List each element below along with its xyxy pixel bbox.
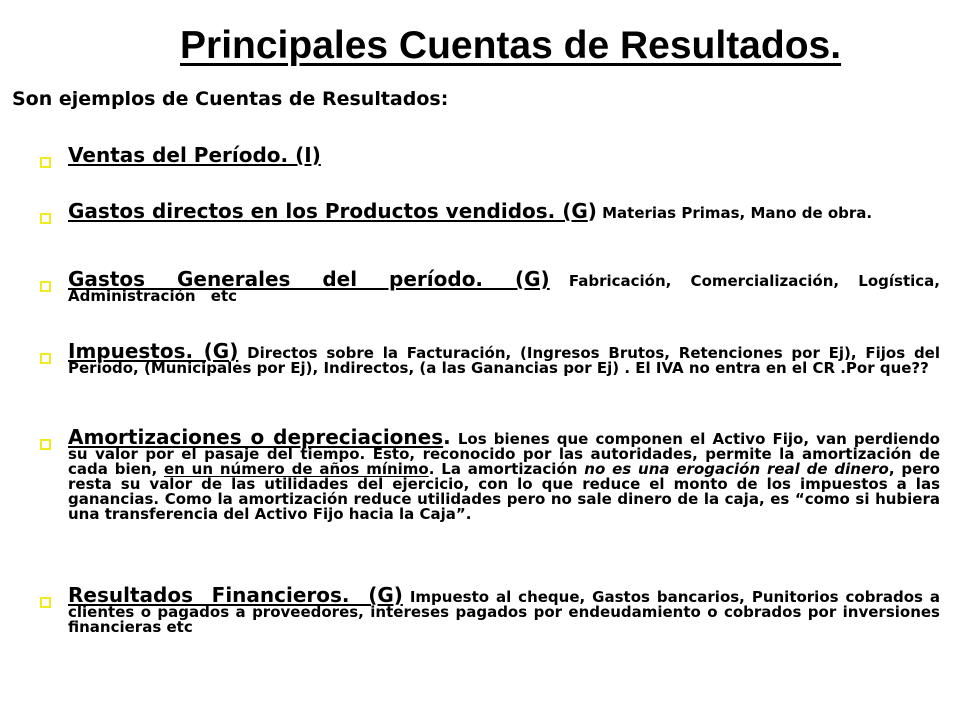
square-bullet-icon: [40, 439, 51, 450]
item-detail-underlined: en un número de años mínimo: [163, 460, 429, 478]
list-item: [30, 143, 940, 167]
item-detail: Los bienes que componen el Activo Fijo, van perdiendo su valor por el pasaje del tiempo. Esto, reconocido por las autoridades, permite la amortización de cada bien,: [68, 430, 940, 478]
slide-subtitle: Son ejemplos de Cuentas de Resultados:: [12, 88, 449, 110]
item-detail: Materias Primas, Mano de obra.: [596, 204, 873, 222]
item-detail: Fabricación, Comercialización, Logística, Administración etc: [68, 272, 940, 305]
square-bullet-icon: [40, 213, 51, 224]
item-heading: Impuestos. (G): [68, 339, 239, 363]
list-item-text: [68, 425, 940, 523]
square-bullet-icon: [40, 597, 51, 608]
list-item-text: [68, 339, 940, 377]
list-item: [30, 267, 940, 305]
item-detail-italic: no es una erogación real de dinero: [584, 460, 889, 478]
list-item: [30, 339, 940, 377]
square-bullet-icon: [40, 281, 51, 292]
list-item-text: [68, 199, 940, 223]
item-detail: Directos sobre la Facturación, (Ingresos Brutos, Retenciones por Ej), Fijos del Período, (Municipales por Ej), Indirectos, (a las Ganancias por Ej) . El IVA no entra en el CR .Por que??: [68, 344, 940, 377]
item-heading: Ventas del Período. (I): [68, 143, 321, 167]
item-detail: , pero resta su valor de las utilidades del ejercicio, con lo que reduce el monto de los impuestos a las ganancias. Como la amortización reduce utilidades pero no sale dinero de la caja, es “como si hubiera una transferencia del Activo Fijo hacia la Caja”.: [68, 460, 940, 523]
square-bullet-icon: [40, 353, 51, 364]
item-detail: . La amortización: [428, 460, 585, 478]
item-heading: Gastos directos en los Productos vendidos. (G: [68, 199, 588, 223]
item-heading: Resultados Financieros. (G): [68, 583, 403, 607]
item-heading-tail: ): [587, 199, 597, 223]
square-bullet-icon: [40, 157, 51, 168]
list-item: [30, 425, 940, 523]
list-item: [30, 583, 940, 636]
list-item-text: [68, 143, 940, 167]
item-detail: Impuesto al cheque, Gastos bancarios, Punitorios cobrados a clientes o pagados a proveedores, intereses pagados por endeudamiento o cobrados por inversiones financieras etc: [68, 588, 940, 636]
list-item: [30, 199, 940, 223]
item-heading-tail: .: [443, 425, 451, 449]
slide-title: Principales Cuentas de Resultados.: [180, 24, 842, 67]
item-heading: Amortizaciones o depreciaciones: [68, 425, 444, 449]
item-heading: Gastos Generales del período. (G): [68, 267, 550, 291]
list-item-text: [68, 583, 940, 636]
list-item-text: [68, 267, 940, 305]
